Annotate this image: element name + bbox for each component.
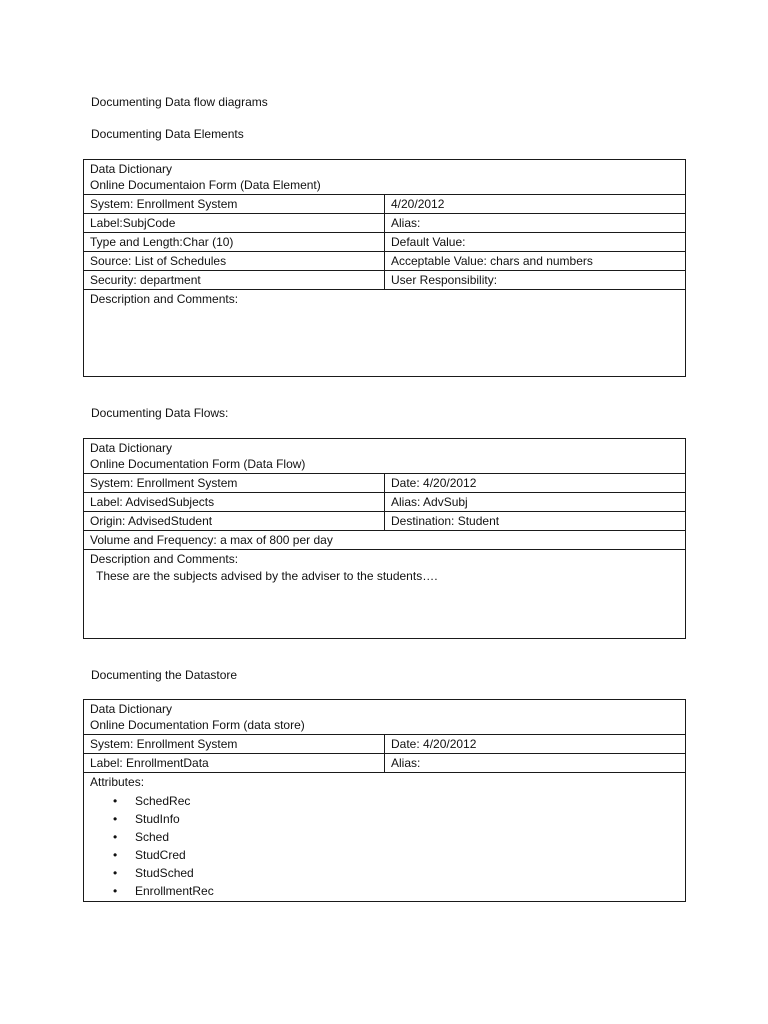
attribute-name: Sched <box>135 830 170 844</box>
form-title-line2: Online Documentation Form (data store) <box>90 718 305 732</box>
form-row <box>84 773 686 902</box>
form-row <box>84 754 686 773</box>
default-value-cell: Default Value: <box>385 233 686 252</box>
data-store-form <box>83 699 686 902</box>
system-cell: System: Enrollment System <box>84 195 385 214</box>
data-element-form <box>83 159 686 377</box>
bullet-icon: • <box>113 794 118 808</box>
date-cell: 4/20/2012 <box>385 195 686 214</box>
system-cell: System: Enrollment System <box>84 474 385 493</box>
heading-datastore: Documenting the Datastore <box>91 668 238 682</box>
attribute-name: SchedRec <box>135 794 191 808</box>
form-row <box>84 271 686 290</box>
alias-cell: Alias: <box>385 214 686 233</box>
form-title-line2: Online Documentaion Form (Data Element) <box>90 178 321 192</box>
bullet-icon: • <box>113 848 118 862</box>
form-row <box>84 195 686 214</box>
form-row <box>84 512 686 531</box>
form-row <box>84 493 686 512</box>
list-item <box>90 810 679 828</box>
form-row <box>84 531 686 550</box>
bullet-icon: • <box>113 866 118 880</box>
bullet-icon: • <box>113 812 118 826</box>
bullet-icon: • <box>113 884 118 898</box>
description-cell <box>84 290 686 377</box>
form-title-row <box>84 160 686 195</box>
attribute-name: StudInfo <box>135 812 180 826</box>
date-cell: Date: 4/20/2012 <box>385 735 686 754</box>
form-title-cell <box>84 700 686 735</box>
form-title-line1: Data Dictionary <box>90 441 173 455</box>
system-cell: System: Enrollment System <box>84 735 385 754</box>
description-cell <box>84 550 686 639</box>
alias-cell: Alias: <box>385 754 686 773</box>
list-item <box>90 864 679 882</box>
label-cell: Label: AdvisedSubjects <box>84 493 385 512</box>
list-item <box>90 792 679 810</box>
user-responsibility-cell: User Responsibility: <box>385 271 686 290</box>
attribute-name: EnrollmentRec <box>135 884 214 898</box>
data-flow-form <box>83 438 686 639</box>
form-row <box>84 233 686 252</box>
heading-data-elements: Documenting Data Elements <box>91 127 244 141</box>
form-row <box>84 252 686 271</box>
date-cell: Date: 4/20/2012 <box>385 474 686 493</box>
origin-cell: Origin: AdvisedStudent <box>84 512 385 531</box>
label-cell: Label:SubjCode <box>84 214 385 233</box>
alias-cell: Alias: AdvSubj <box>385 493 686 512</box>
attributes-label: Attributes: <box>90 775 145 789</box>
volume-cell: Volume and Frequency: a max of 800 per day <box>84 531 686 550</box>
form-title-cell <box>84 439 686 474</box>
form-title-cell <box>84 160 686 195</box>
heading-data-flows: Documenting Data Flows: <box>91 406 229 420</box>
list-item <box>90 846 679 864</box>
form-row <box>84 290 686 377</box>
heading-dfd: Documenting Data flow diagrams <box>91 95 268 109</box>
attribute-name: StudSched <box>135 866 194 880</box>
list-item <box>90 828 679 846</box>
form-row <box>84 474 686 493</box>
form-title-line2: Online Documentation Form (Data Flow) <box>90 457 306 471</box>
attribute-name: StudCred <box>135 848 186 862</box>
destination-cell: Destination: Student <box>385 512 686 531</box>
list-item <box>90 882 679 900</box>
type-length-cell: Type and Length:Char (10) <box>84 233 385 252</box>
bullet-icon: • <box>113 830 118 844</box>
form-row <box>84 214 686 233</box>
acceptable-value-cell: Acceptable Value: chars and numbers <box>385 252 686 271</box>
form-title-row <box>84 700 686 735</box>
security-cell: Security: department <box>84 271 385 290</box>
form-title-line1: Data Dictionary <box>90 162 173 176</box>
description-label: Description and Comments: <box>90 552 239 566</box>
source-cell: Source: List of Schedules <box>84 252 385 271</box>
form-title-row <box>84 439 686 474</box>
description-label: Description and Comments: <box>90 292 239 306</box>
label-cell: Label: EnrollmentData <box>84 754 385 773</box>
attributes-cell <box>84 773 686 902</box>
attributes-list <box>90 792 679 900</box>
description-comment: These are the subjects advised by the adviser to the students…. <box>96 569 438 583</box>
form-row <box>84 735 686 754</box>
form-row <box>84 550 686 639</box>
form-title-line1: Data Dictionary <box>90 702 173 716</box>
